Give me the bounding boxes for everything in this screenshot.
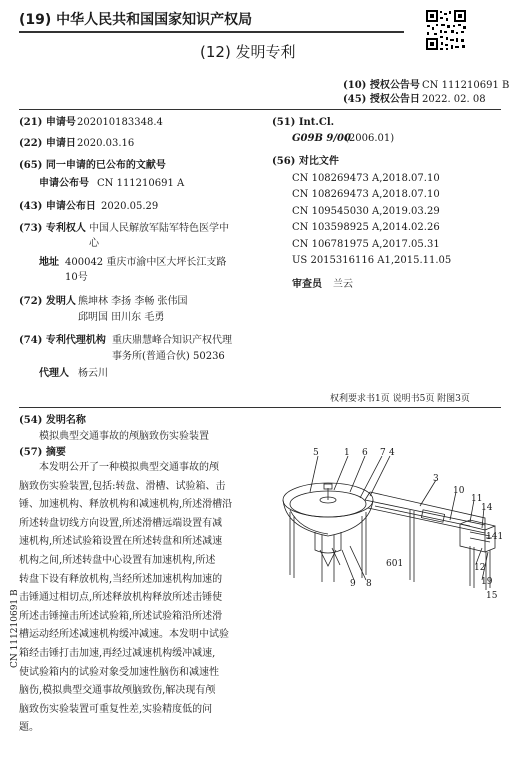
abstract-line: 脑伤,模拟典型交通事故颅脑致伤,解决现有颅 bbox=[19, 685, 216, 697]
cited-item: US 2015316116 A1,2015.11.05 bbox=[292, 255, 452, 266]
abstract-line: 机构之间,所述转盘中心设置有加速机构,所述 bbox=[19, 554, 216, 566]
section-rule bbox=[19, 109, 501, 110]
figure-label: 19 bbox=[481, 577, 493, 587]
grant-pub-date-label: (45) 授权公告日 bbox=[343, 94, 420, 105]
intcl-label: (51) Int.Cl. bbox=[272, 117, 335, 128]
abstract-body bbox=[19, 459, 272, 738]
intcl-value: G09B 9/00 bbox=[292, 133, 351, 144]
qr-code-icon bbox=[425, 9, 467, 51]
figure-label: 4 bbox=[389, 448, 395, 458]
patentee-label: (73) 专利权人 bbox=[19, 223, 86, 234]
grant-pub-date: 2022. 02. 08 bbox=[422, 94, 486, 105]
figure-label: 15 bbox=[486, 591, 498, 601]
abstract-rule bbox=[19, 407, 501, 408]
agency-label: (74) 专利代理机构 bbox=[19, 335, 106, 346]
agent-label: 代理人 bbox=[39, 368, 69, 379]
pub-date: 2020.05.29 bbox=[101, 201, 159, 212]
figure-label: 9 bbox=[350, 579, 356, 589]
cited-item: CN 106781975 A,2017.05.31 bbox=[292, 239, 440, 250]
document-type: (12) 发明专利 bbox=[200, 43, 296, 61]
abstract-line: 题。 bbox=[19, 722, 39, 734]
abstract-line: 击锤通过相切点,所述释放机构释放所述击锤使 bbox=[19, 592, 223, 604]
abstract-line: 锤、加速机构、释放机构和减速机构,所述滑槽沿 bbox=[19, 499, 233, 511]
abstract-line: 本发明公开了一种模拟典型交通事故的颅 bbox=[39, 462, 219, 473]
figure-label: 14 bbox=[481, 503, 493, 513]
figure-label: 10 bbox=[453, 486, 465, 496]
address-label: 地址 bbox=[39, 257, 59, 268]
abstract-line: 所述击锤撞击所述试验箱,所述试验箱沿所述滑 bbox=[19, 610, 223, 622]
abstract-line: 脑致伤实验装置,包括:转盘、滑槽、试验箱、击 bbox=[19, 480, 226, 492]
figure-label: 601 bbox=[386, 559, 404, 569]
inventors-line1: 熊坤林 李扬 李畅 张伟国 bbox=[78, 296, 188, 307]
cited-item: CN 109545030 A,2019.03.29 bbox=[292, 206, 440, 217]
cited-item: CN 108269473 A,2018.07.10 bbox=[292, 173, 440, 184]
cited-item: CN 108269473 A,2018.07.10 bbox=[292, 189, 440, 200]
abstract-label: (57) 摘要 bbox=[19, 447, 66, 458]
same-app-label: (65) 同一申请的已公布的文献号 bbox=[19, 160, 166, 171]
title-label: (54) 发明名称 bbox=[19, 415, 86, 426]
agency-line2: 事务所(普通合伙) 50236 bbox=[112, 351, 225, 362]
abstract-line: 槽运动经所述减速机构缓冲减速。本发明中试验 bbox=[19, 629, 229, 641]
app-date: 2020.03.16 bbox=[77, 138, 135, 149]
cited-label: (56) 对比文件 bbox=[272, 156, 339, 167]
app-no-label: (21) 申请号 bbox=[19, 117, 76, 128]
figure-label: 3 bbox=[433, 474, 439, 484]
grant-pub-no-label: (10) 授权公告号 bbox=[343, 80, 420, 91]
figure-label: 5 bbox=[313, 448, 319, 458]
pub-no: CN 111210691 A bbox=[97, 178, 185, 189]
invention-title: 模拟典型交通事故的颅脑致伤实验装置 bbox=[39, 431, 209, 442]
examiner-label: 审查员 bbox=[292, 279, 322, 290]
side-document-code: CN 111210691 B bbox=[10, 589, 20, 668]
inventors-label: (72) 发明人 bbox=[19, 296, 76, 307]
abstract-line: 箱经击锤打击加速,再经过减速机构缓冲减速, bbox=[19, 647, 216, 659]
abstract-line: 所述转盘切线方向设置,所述滑槽远端设置有减 bbox=[19, 517, 223, 529]
figure-label: 6 bbox=[362, 448, 368, 458]
abstract-line: 使试验箱内的试验对象受加速性脑伤和减速性 bbox=[19, 666, 219, 678]
examiner: 兰云 bbox=[333, 279, 353, 290]
figure-label: 12 bbox=[474, 563, 486, 573]
app-date-label: (22) 申请日 bbox=[19, 138, 76, 149]
patentee-line2: 心 bbox=[89, 238, 99, 249]
figure-label: 1 bbox=[344, 448, 350, 458]
grant-pub-no: CN 111210691 B bbox=[422, 80, 510, 91]
apparatus-drawing bbox=[270, 440, 510, 600]
figure-label: 141 bbox=[486, 532, 504, 542]
abstract-line: 转盘下设有释放机构,当经所述加速机构加速的 bbox=[19, 573, 223, 585]
abstract-line: 速机构,所述试验箱设置在所述转盘和所述减速 bbox=[19, 536, 223, 548]
inventors-line2: 邱明国 田川东 毛勇 bbox=[78, 312, 165, 323]
intcl-year: (2006.01) bbox=[345, 133, 395, 144]
header-rule bbox=[19, 31, 404, 33]
agency-line1: 重庆鼎慧峰合知识产权代理 bbox=[112, 335, 232, 346]
figure-label: 11 bbox=[471, 494, 483, 504]
authority-title: (19) 中华人民共和国国家知识产权局 bbox=[19, 12, 253, 28]
app-no: 202010183348.4 bbox=[77, 117, 163, 128]
pub-no-label: 申请公布号 bbox=[39, 178, 89, 189]
patentee-line1: 中国人民解放军陆军特色医学中 bbox=[89, 223, 229, 234]
page-counts: 权利要求书1页 说明书5页 附图3页 bbox=[330, 394, 470, 404]
figure-label: 7 bbox=[380, 448, 386, 458]
address-line1: 400042 重庆市渝中区大坪长江支路 bbox=[65, 257, 227, 268]
agent: 杨云川 bbox=[78, 368, 108, 379]
pub-date-label: (43) 申请公布日 bbox=[19, 201, 96, 212]
figure-label: 8 bbox=[366, 579, 372, 589]
address-line2: 10号 bbox=[65, 272, 88, 283]
cited-item: CN 103598925 A,2014.02.26 bbox=[292, 222, 440, 233]
abstract-line: 脑致伤实验装置可重复性差,实验精度低的问 bbox=[19, 703, 213, 715]
